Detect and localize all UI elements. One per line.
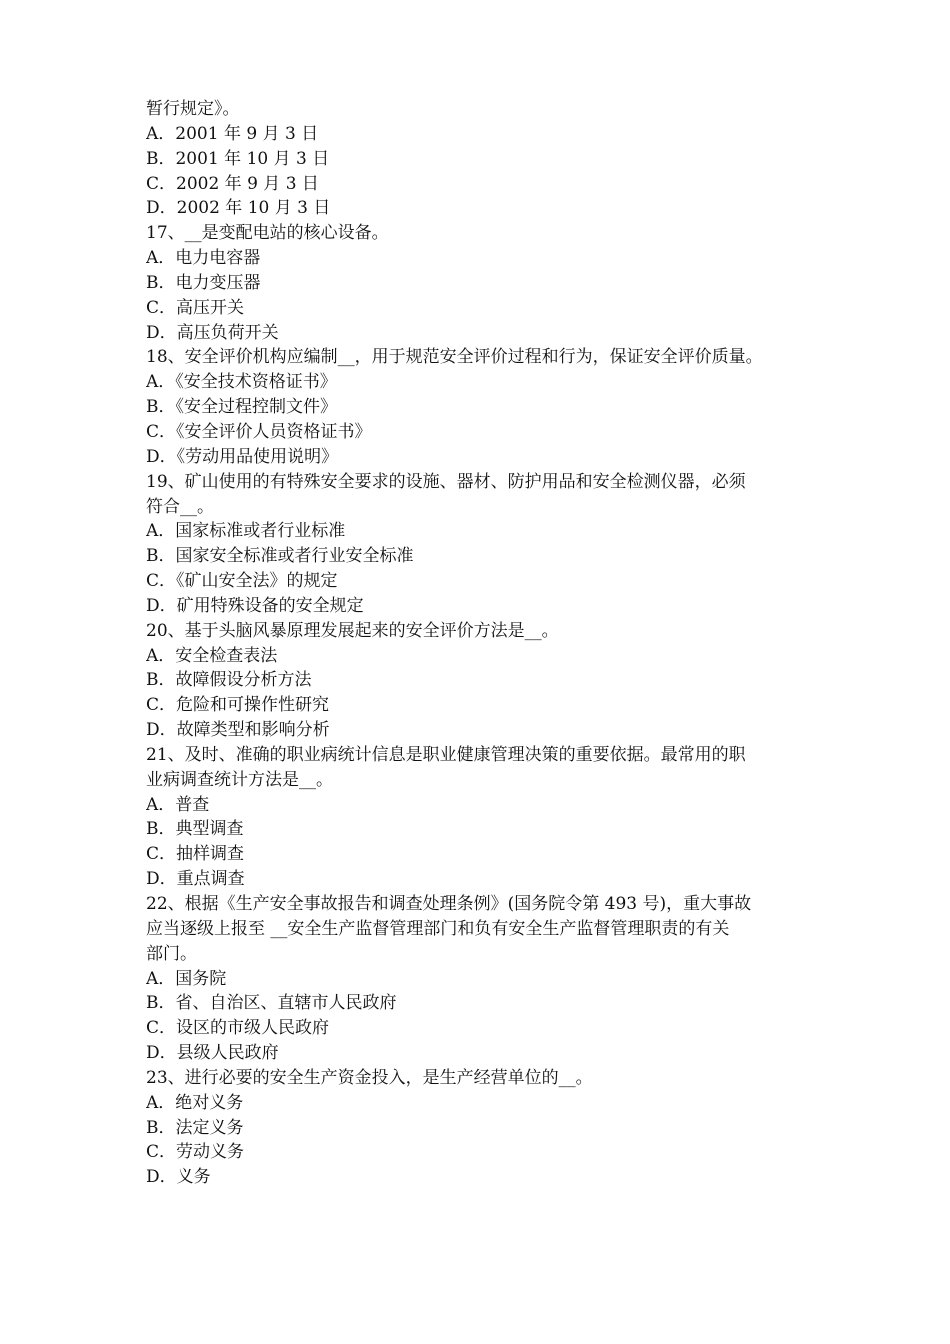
- question-19: 19、矿山使用的有特殊安全要求的设施、器材、防护用品和安全检测仪器，必须: [146, 471, 746, 492]
- option-line: A．国家标准或者行业标准: [146, 521, 346, 542]
- option-line: D．县级人民政府: [146, 1043, 279, 1064]
- option-line: D．高压负荷开关: [146, 322, 279, 343]
- option-line: B．法定义务: [146, 1117, 244, 1138]
- option-line: B．2001 年 10 月 3 日: [146, 148, 330, 169]
- option-line: B．省、自治区、直辖市人民政府: [146, 993, 397, 1014]
- option-line: C．《安全评价人员资格证书》: [146, 421, 372, 442]
- question-18: 18、安全评价机构应编制__，用于规范安全评价过程和行为，保证安全评价质量。: [146, 347, 763, 368]
- question-22-continued: 部门。: [146, 943, 197, 964]
- option-line: D．《劳动用品使用说明》: [146, 446, 339, 467]
- option-line: B．故障假设分析方法: [146, 670, 312, 691]
- option-line: C．2002 年 9 月 3 日: [146, 173, 319, 194]
- question-23: 23、进行必要的安全生产资金投入，是生产经营单位的__。: [146, 1067, 593, 1088]
- option-line: A．《安全技术资格证书》: [146, 372, 337, 393]
- question-22: 22、根据《生产安全事故报告和调查处理条例》(国务院令第 493 号)，重大事故: [146, 894, 752, 914]
- option-line: A．电力电容器: [146, 248, 261, 269]
- option-line: A．2001 年 9 月 3 日: [146, 123, 319, 144]
- option-line: C．劳动义务: [146, 1142, 245, 1163]
- question-21-continued: 业病调查统计方法是__。: [146, 769, 333, 790]
- option-line: A．普查: [146, 794, 210, 815]
- option-line: D．矿用特殊设备的安全规定: [146, 595, 364, 616]
- question-22-continued: 应当逐级上报至 __安全生产监督管理部门和负有安全生产监督管理职责的有关: [146, 918, 730, 939]
- option-line: A．绝对义务: [146, 1092, 244, 1113]
- question-20: 20、基于头脑风暴原理发展起来的安全评价方法是__。: [146, 620, 559, 641]
- option-line: D．故障类型和影响分析: [146, 720, 330, 741]
- option-line: C．危险和可操作性研究: [146, 695, 330, 716]
- option-line: A．安全检查表法: [146, 645, 278, 666]
- question-21: 21、及时、准确的职业病统计信息是职业健康管理决策的重要依据。最常用的职: [146, 744, 746, 765]
- option-line: B．《安全过程控制文件》: [146, 397, 337, 418]
- option-line: C．抽样调查: [146, 844, 245, 865]
- option-line: C．设区的市级人民政府: [146, 1018, 330, 1039]
- option-line: D．2002 年 10 月 3 日: [146, 198, 331, 219]
- text-line: 暂行规定》。: [146, 99, 240, 119]
- option-line: B．电力变压器: [146, 272, 261, 293]
- question-19-continued: 符合__。: [146, 496, 214, 517]
- document-text-block: [146, 97, 822, 1190]
- option-line: C．高压开关: [146, 297, 245, 318]
- option-line: B．典型调查: [146, 819, 244, 840]
- question-17: 17、__是变配电站的核心设备。: [146, 223, 389, 244]
- option-line: D．义务: [146, 1167, 211, 1188]
- option-line: B．国家安全标准或者行业安全标准: [146, 546, 414, 567]
- option-line: D．重点调查: [146, 869, 245, 890]
- option-line: C．《矿山安全法》的规定: [146, 571, 338, 592]
- option-line: A．国务院: [146, 968, 227, 989]
